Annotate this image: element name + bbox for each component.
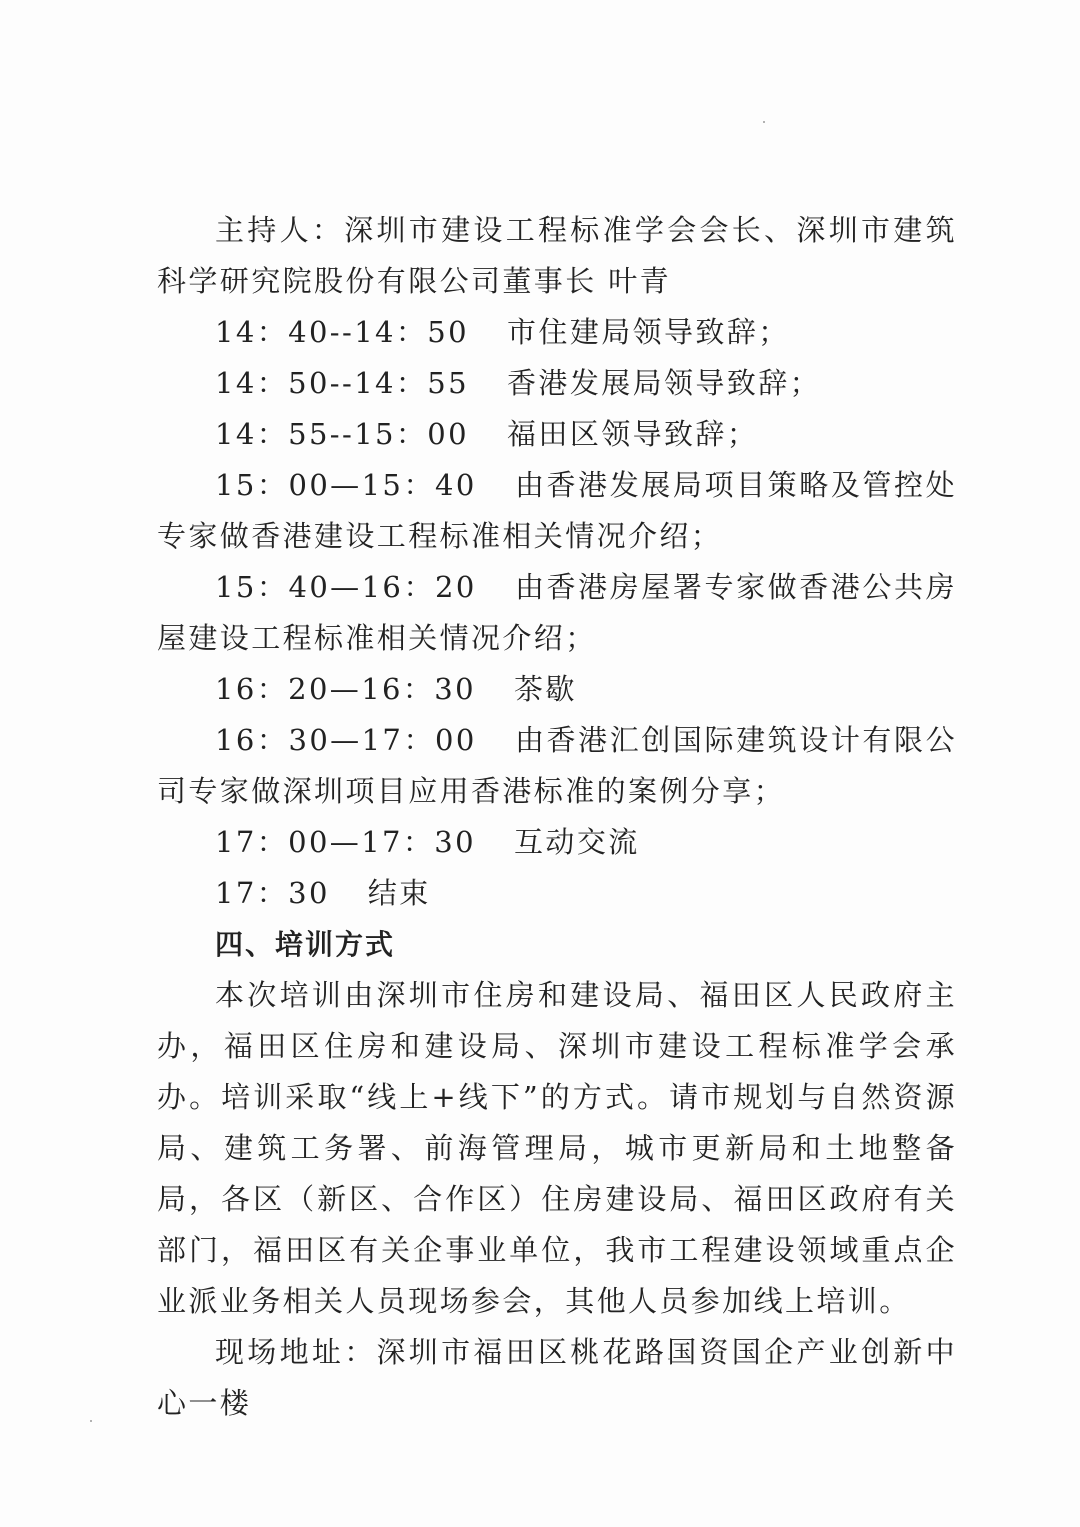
scan-speck [90,1420,92,1422]
schedule-desc: 市住建局领导致辞； [507,315,790,349]
schedule-desc: 结束 [367,876,431,910]
scan-speck [763,121,765,123]
schedule-time: 17：30 [215,876,330,910]
schedule-desc: 茶歇 [514,672,577,706]
schedule-time: 14：55--15：00 [215,417,470,451]
schedule-item [157,409,957,460]
schedule-item [157,664,957,715]
schedule-time: 15：40—16：20 [215,570,477,604]
schedule-time: 14：40--14：50 [215,315,470,349]
schedule-desc: 香港发展局领导致辞； [507,366,822,400]
schedule-item [157,715,957,817]
schedule-time: 14：50--14：55 [215,366,470,400]
schedule-time: 16：20—16：30 [215,672,477,706]
schedule-item [157,307,957,358]
section-paragraph: 本次培训由深圳市住房和建设局、福田区人民政府主办，福田区住房和建设局、深圳市建设工程标准学会承办。培训采取“线上+线下”的方式。请市规划与自然资源局、建筑工务署、前海管理局，城市更新局和土地整备局，各区（新区、合作区）住房建设局、福田区政府有关部门，福田区有关企事业单位，我市工程建设领域重点企业派业务相关人员现场参会，其他人员参加线上培训。 [157,978,957,1318]
venue-address: 现场地址：深圳市福田区桃花路国资国企产业创新中心一楼 [157,1335,957,1420]
section-heading: 四、培训方式 [215,928,396,961]
schedule-item [157,817,957,868]
schedule-item [157,562,957,664]
schedule-desc: 由香港房屋署专家做香港公共房屋建设工程标准相关情况介绍； [157,570,957,655]
schedule-desc: 福田区领导致辞； [507,417,759,451]
schedule-desc: 互动交流 [514,825,640,859]
schedule-time: 17：00—17：30 [215,825,477,859]
host-line: 主持人：深圳市建设工程标准学会会长、深圳市建筑科学研究院股份有限公司董事长 叶青 [157,213,957,298]
schedule-time: 16：30—17：00 [215,723,477,757]
schedule-desc: 由香港汇创国际建筑设计有限公司专家做深圳项目应用香港标准的案例分享； [157,723,957,808]
schedule-item [157,868,957,919]
schedule-item [157,460,957,562]
schedule-item [157,358,957,409]
schedule-time: 15：00—15：40 [215,468,477,502]
schedule-desc: 由香港发展局项目策略及管控处专家做香港建设工程标准相关情况介绍； [157,468,957,553]
document-body [157,205,957,1429]
